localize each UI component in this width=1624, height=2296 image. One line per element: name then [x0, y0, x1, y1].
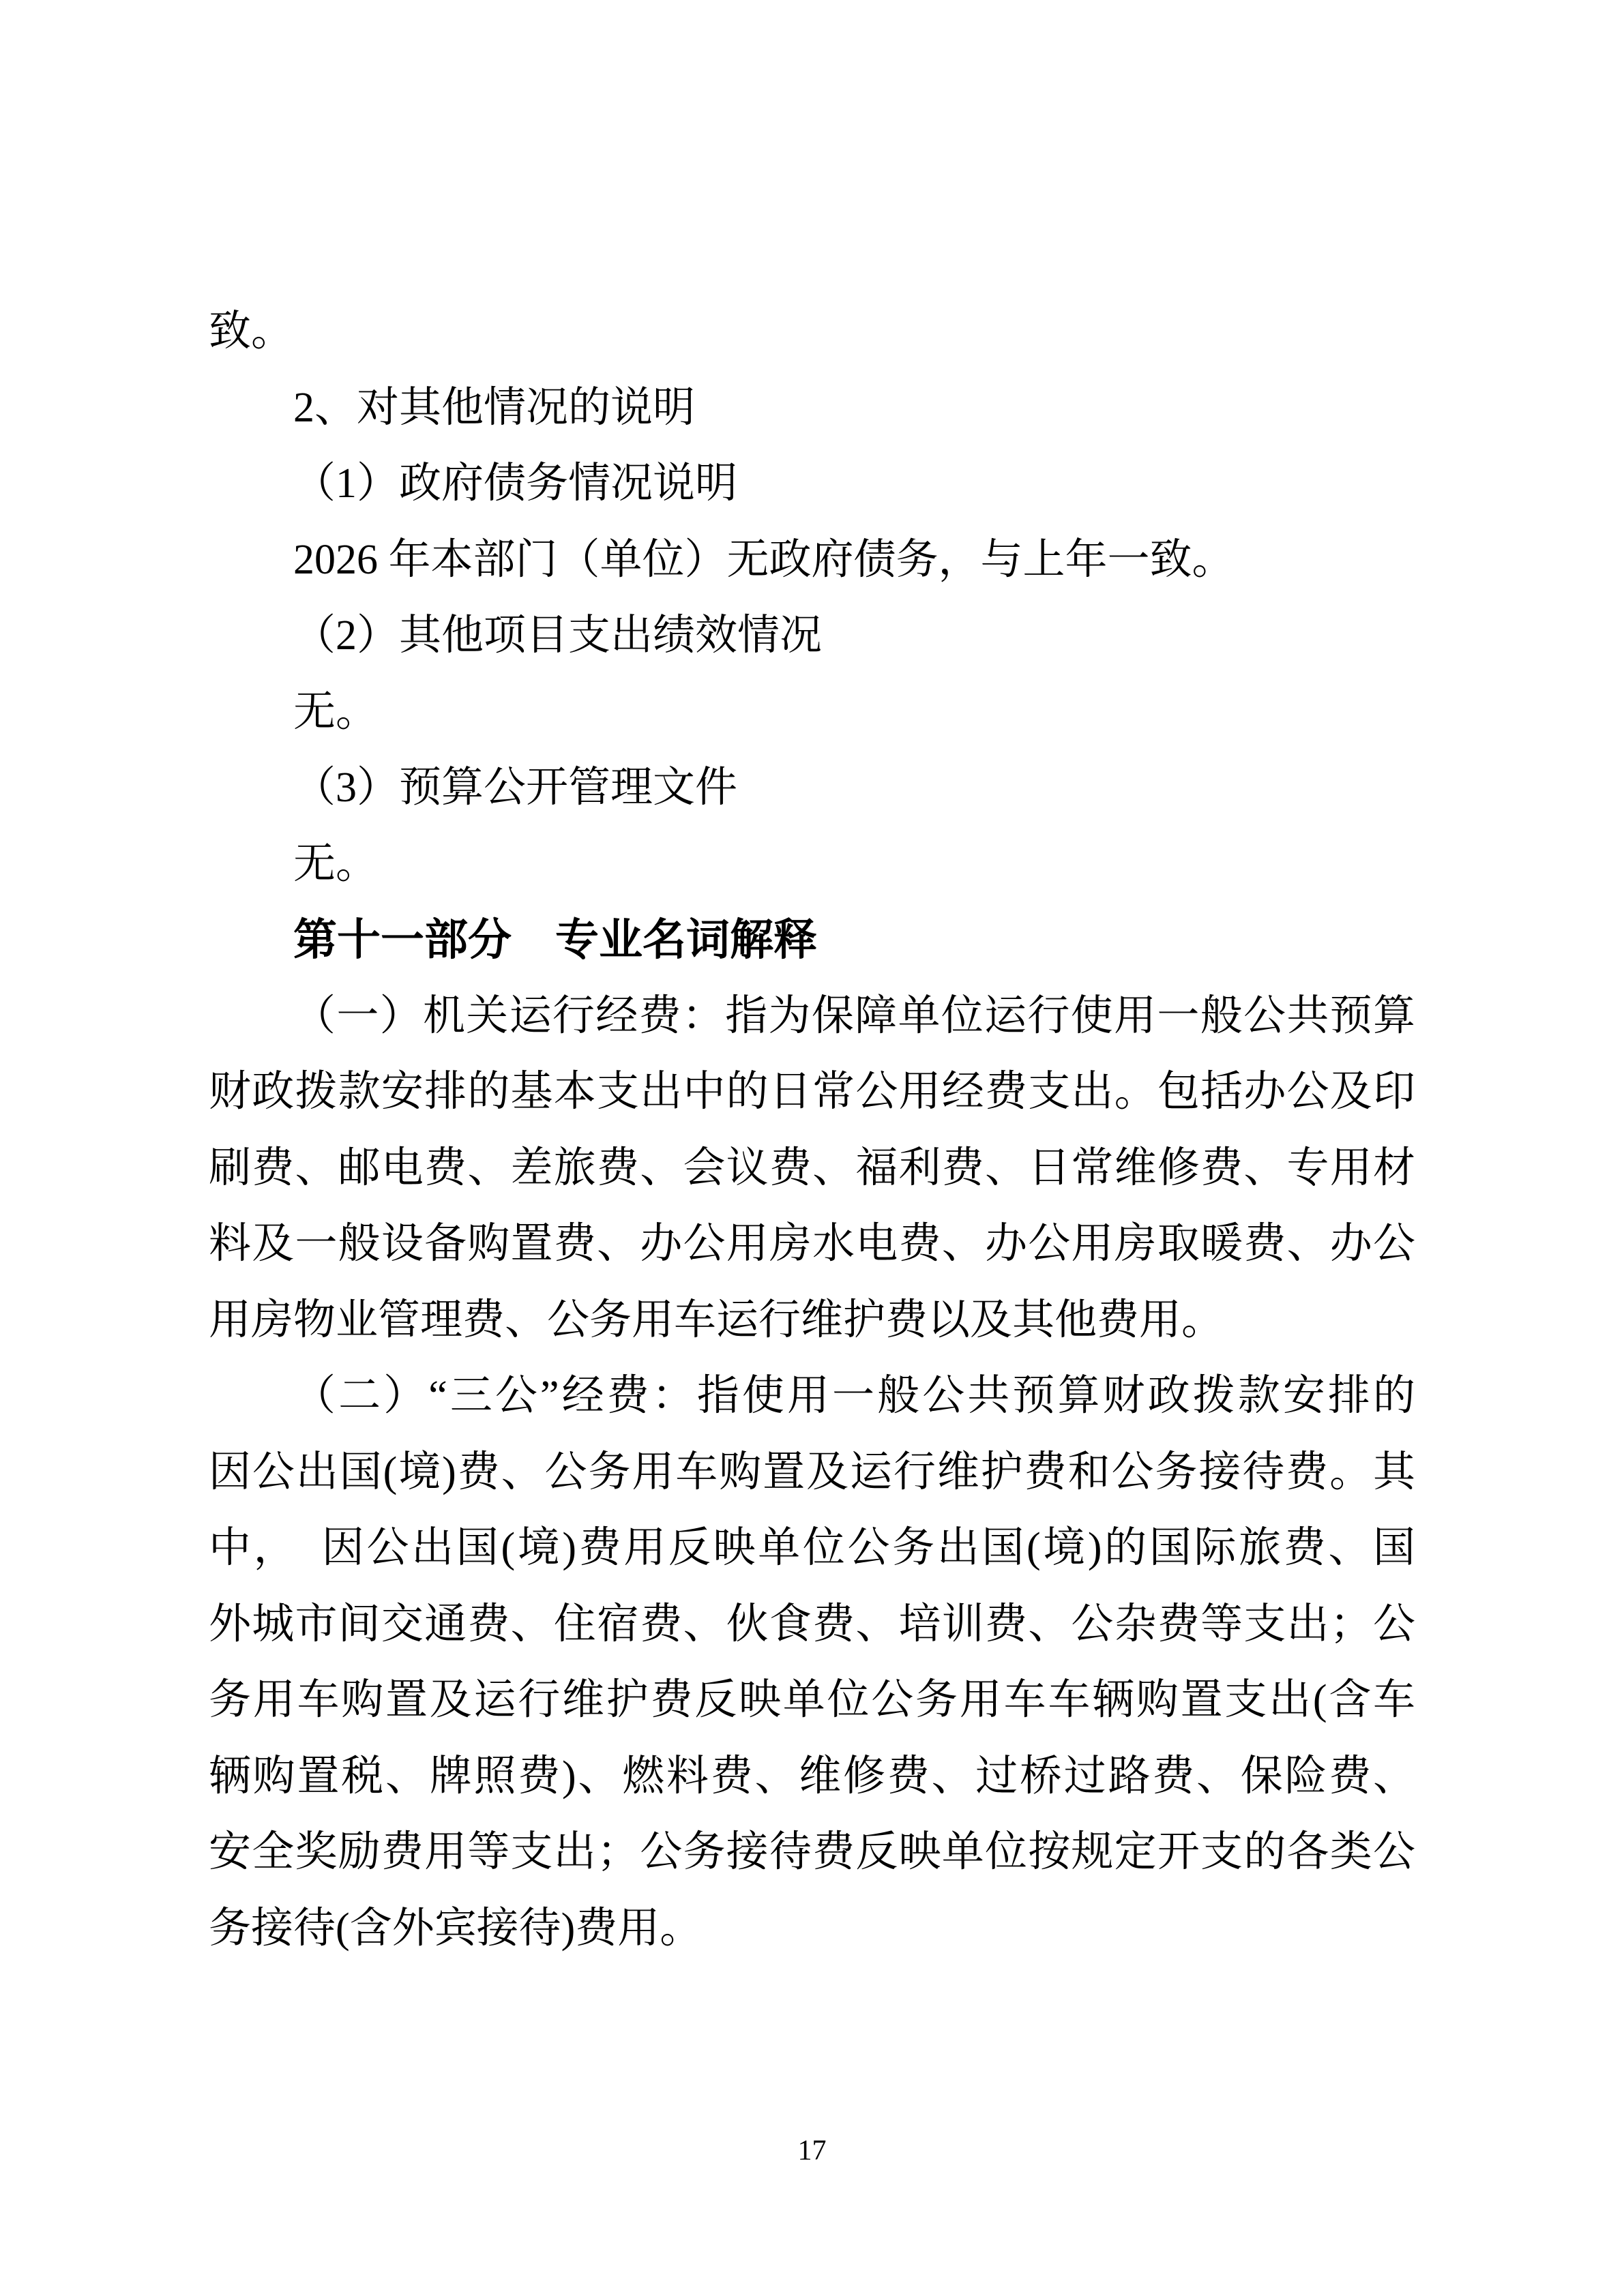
doc-line-debt-statement: 2026 年本部门（单位）无政府债务，与上年一致。 [293, 536, 1235, 583]
term-1-line-5: 用房物业管理费、公务用车运行维护费以及其他费用。 [209, 1296, 1224, 1343]
term-2-line-8: 务接待(含外宾接待)费用。 [209, 1905, 703, 1952]
section-11-heading: 第十一部分 专业名词解释 [293, 915, 817, 964]
doc-line-sub-2-heading: （2）其他项目支出绩效情况 [293, 612, 823, 659]
term-2-line-5: 务用车购置及运行维护费反映单位公务用车车辆购置支出(含车 [209, 1677, 1415, 1723]
term-1-line-1: （一）机关运行经费：指为保障单位运行使用一般公共预算 [293, 992, 1415, 1039]
doc-line-continuation: 致。 [209, 308, 294, 355]
doc-line-item-2-heading: 2、对其他情况的说明 [293, 384, 696, 431]
document-body [209, 294, 1415, 1967]
doc-line-sub-1-heading: （1）政府债务情况说明 [293, 460, 738, 507]
doc-line-sub-3-heading: （3）预算公开管理文件 [293, 764, 738, 811]
term-1-line-4: 料及一般设备购置费、办公用房水电费、办公用房取暖费、办公 [209, 1221, 1415, 1267]
doc-line-none-2: 无。 [293, 840, 379, 887]
doc-line-none-1: 无。 [293, 688, 379, 735]
term-2-line-7: 安全奖励费用等支出；公务接待费反映单位按规定开支的各类公 [209, 1829, 1415, 1875]
term-2-line-3: 中， 因公出国(境)费用反映单位公务出国(境)的国际旅费、国 [209, 1525, 1415, 1571]
term-2-line-4: 外城市间交通费、住宿费、伙食费、培训费、公杂费等支出；公 [209, 1600, 1415, 1648]
page-number: 17 [797, 2135, 827, 2166]
term-1-line-3: 刷费、邮电费、差旅费、会议费、福利费、日常维修费、专用材 [209, 1144, 1415, 1191]
term-2-line-6: 辆购置税、牌照费)、燃料费、维修费、过桥过路费、保险费、 [209, 1753, 1415, 1800]
term-2-line-2: 因公出国(境)费、公务用车购置及运行维护费和公务接待费。其 [209, 1448, 1415, 1495]
term-2-line-1: （二）“三公”经费：指使用一般公共预算财政拨款安排的 [293, 1373, 1415, 1419]
term-1-line-2: 财政拨款安排的基本支出中的日常公用经费支出。包括办公及印 [209, 1069, 1415, 1115]
